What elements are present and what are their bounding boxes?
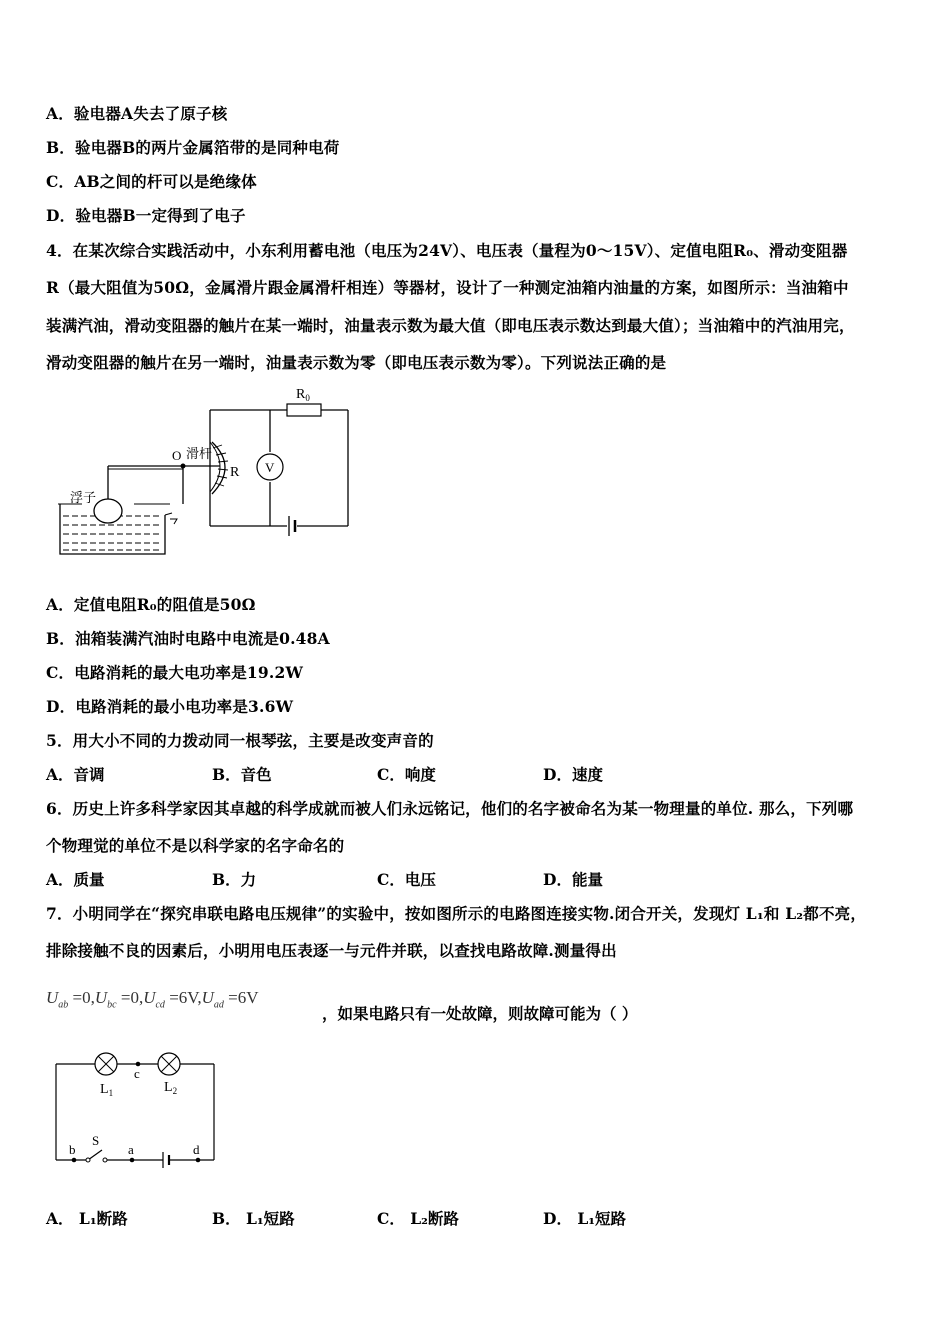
q4-stem-line-4: 滑动变阻器的触片在另一端时，油量表示数为零（即电压表示数为零）。下列说法正确的是 [46,353,667,372]
q3-option-b: B．验电器B的两片金属箔带的是同种电荷 [46,138,340,157]
l1-label: $L_1$ [100,1082,114,1098]
q4-option-a: A．定值电阻R₀的阻值是50Ω [46,595,256,614]
q6-option-d: D．能量 [543,870,603,889]
oil-gauge-circuit-diagram [50,382,360,562]
lamp-l1-icon [95,1053,117,1075]
q7-option-d: D． L₁短路 [543,1209,627,1228]
q7-stem-line-2: 排除接触不良的因素后，小明用电压表逐一与元件并联，以查找电路故障.测量得出 [46,941,617,960]
q4-option-b: B．油箱装满汽油时电路中电流是0.48A [46,629,330,648]
q7-option-a: A． L₁断路 [46,1209,128,1228]
q7-option-c: C． L₂断路 [377,1209,459,1228]
q3-option-a: A．验电器A失去了原子核 [46,104,228,123]
l2-label: $L_2$ [164,1080,178,1096]
r0-resistor [287,404,321,416]
float-label: 浮子 [70,490,97,505]
q5-option-b: B．音色 [212,765,272,784]
d-label: d [193,1142,200,1157]
q4-option-d: D．电路消耗的最小电功率是3.6W [46,697,294,716]
q4-option-c: C．电路消耗的最大电功率是19.2W [46,663,304,682]
c-label: c [134,1066,140,1081]
q7-voltage-formula: $U_{ab} =0,U_{bc} =0,U_{cd} =6V,U_{ad} =6V$ [46,988,259,1011]
q6-option-a: A．质量 [46,870,105,889]
float-icon [94,499,122,523]
q5-option-c: C．响度 [377,765,436,784]
q4-stem-line-1: 4．在某次综合实践活动中，小东利用蓄电池（电压为24V）、电压表（量程为0～15V）、定值电阻R₀、滑动变阻器 [46,241,848,260]
q4-stem-line-2: R（最大阻值为50Ω，金属滑片跟金属滑杆相连）等器材，设计了一种测定油箱内油量的方案，如图所示：当油箱中 [46,278,849,297]
q3-option-d: D．验电器B一定得到了电子 [46,206,246,225]
q5-stem: 5．用大小不同的力拨动同一根琴弦，主要是改变声音的 [46,731,434,750]
q7-stem-line-1: 7．小明同学在“探究串联电路电压规律”的实验中，按如图所示的电路图连接实物.闭合开关，发现灯 L₁和 L₂都不亮， [46,904,867,923]
switch-label: S [92,1133,100,1148]
q5-option-d: D．速度 [543,765,603,784]
svg-text:V: V [265,460,275,475]
q5-option-a: A．音调 [46,765,105,784]
lamp-l2-icon [158,1053,180,1075]
b-label: b [69,1142,76,1157]
a-label: a [128,1142,134,1157]
q6-option-c: C．电压 [377,870,436,889]
rheostat-label: R [230,465,240,480]
q4-stem-line-3: 装满汽油，滑动变阻器的触片在某一端时，油量表示数为最大值（即电压表示数达到最大值）；当油箱中的汽油用完， [46,316,855,335]
q7-question-tail: ，如果电路只有一处故障，则故障可能为（ ） [322,1004,638,1023]
q3-option-c: C．AB之间的杆可以是绝缘体 [46,172,257,191]
r0-label: $R_0$ [296,387,310,403]
pivot-label: O [172,448,182,463]
q6-option-b: B．力 [212,870,257,889]
q7-option-b: B． L₁短路 [212,1209,295,1228]
rod-label: 滑杆 [186,446,213,461]
q6-stem-line-2: 个物理觉的单位不是以科学家的名字命名的 [46,836,345,855]
q6-stem-line-1: 6．历史上许多科学家因其卓越的科学成就而被人们永远铭记，他们的名字被命名为某一物理量的单位. 那么，下列哪 [46,799,854,818]
series-circuit-diagram [50,1046,225,1171]
